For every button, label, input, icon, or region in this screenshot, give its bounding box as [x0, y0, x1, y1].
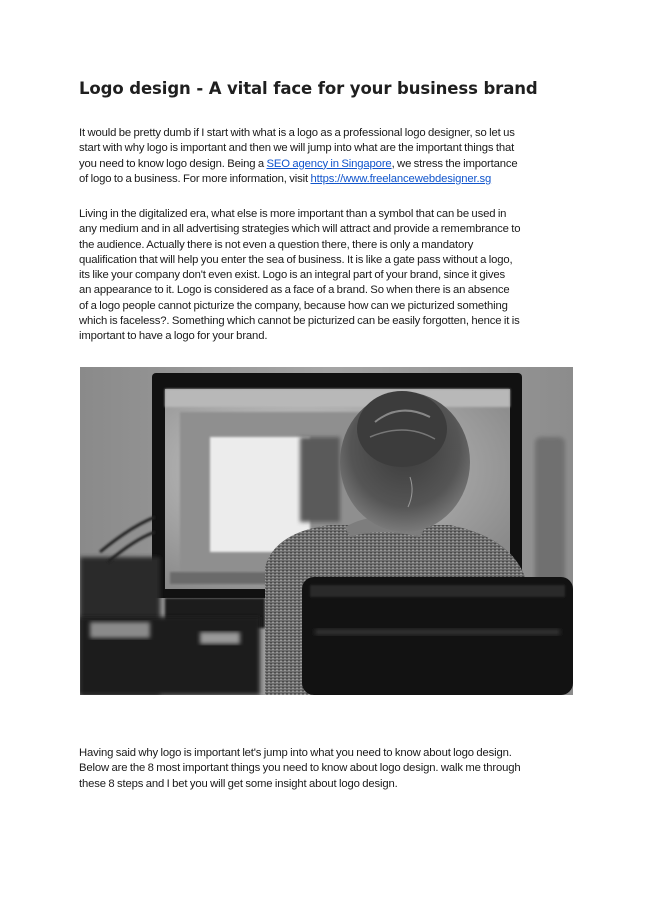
text-line: important to have a logo for your brand. — [79, 330, 268, 343]
text-line — [79, 157, 574, 172]
text-fragment: you need to know logo design. Being a — [79, 157, 267, 170]
text-line: It would be pretty dumb if I start with what is a logo as a professional logo designer, so let us — [79, 127, 515, 139]
text-line: these 8 steps and I bet you will get some insight about logo design. — [79, 777, 398, 790]
seo-agency-link[interactable]: SEO agency in Singapore — [266, 157, 392, 170]
text-line: start with why logo is important and then we will jump into what are the important things that — [79, 142, 515, 155]
intro-paragraph — [79, 126, 574, 187]
text-line: the audience. Actually there is not even a question there, there is only a mandatory — [79, 238, 474, 251]
text-line: which is faceless?. Something which cannot be picturized can be easily forgotten, hence it is — [79, 315, 520, 328]
transition-paragraph — [79, 746, 574, 792]
text-line: qualification that will help you enter the sea of business. It is like a gate pass without a logo, — [79, 253, 513, 266]
website-url-link[interactable]: https://www.freelancewebdesigner.sg — [310, 172, 492, 185]
text-fragment: , we stress the importance — [391, 157, 518, 170]
page-title: Logo design - A vital face for your business brand — [79, 79, 538, 98]
text-line: Living in the digitalized era, what else is more important than a symbol that can be used in — [79, 208, 507, 220]
text-fragment: of logo to a business. For more information, visit — [79, 172, 311, 185]
text-line — [79, 172, 574, 187]
text-line: of a logo people cannot picturize the company, because how can we picturized something — [79, 299, 508, 312]
text-line: Having said why logo is important let's jump into what you need to know about logo design. — [79, 747, 512, 759]
text-line: an appearance to it. Logo is considered as a face of a brand. So when there is an absence — [79, 284, 510, 297]
body-paragraph — [79, 207, 574, 345]
text-line: Below are the 8 most important things you need to know about logo design. walk me through — [79, 762, 521, 775]
woman-at-computer-photo — [80, 367, 573, 695]
text-line: any medium and in all advertising strategies which will attract and provide a remembrance to — [79, 223, 521, 236]
text-line: its like your company don't even exist. Logo is an integral part of your brand, since it gives — [79, 269, 506, 282]
